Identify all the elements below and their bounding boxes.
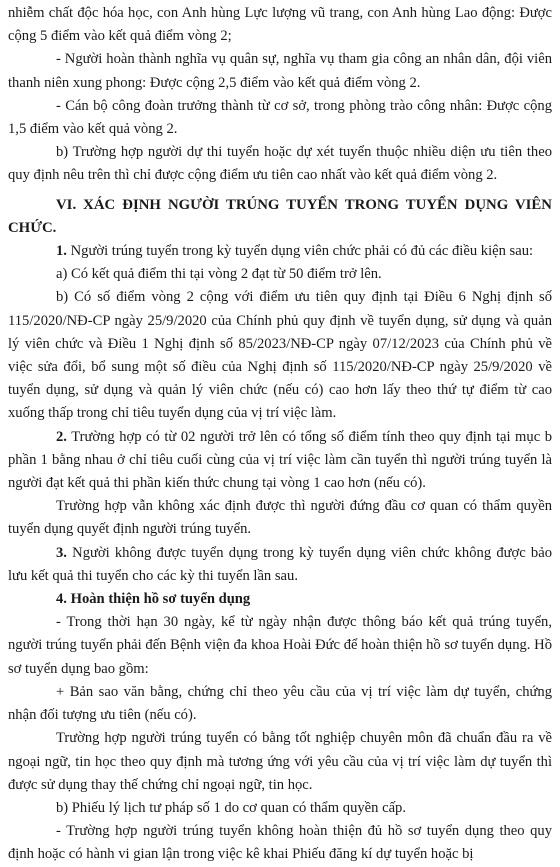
item-2 [8, 426, 552, 496]
paragraph-priority-5-points: nhiễm chất độc hóa học, con Anh hùng Lực lượng vũ trang, con Anh hùng Lao động: Được cộng 5 điểm vào kết quả điểm vòng 2; [8, 5, 552, 45]
item-2-number: 2. [56, 428, 67, 445]
item-2-extra: Trường hợp vẫn không xác định được thì người đứng đầu cơ quan có thẩm quyền tuyển dụng quyết định người trúng tuyển. [8, 498, 552, 538]
item-4-p2: + Bản sao văn bằng, chứng chỉ theo yêu cầu của vị trí việc làm dự tuyển, chứng nhận đối tượng ưu tiên (nếu có). [8, 683, 552, 724]
item-3-number: 3. [56, 544, 67, 561]
item-4-p4: b) Phiếu lý lịch tư pháp số 1 do cơ quan có thẩm quyền cấp. [56, 799, 406, 816]
item-4-text: Hoàn thiện hồ sơ tuyển dụng [70, 591, 251, 608]
item-3 [8, 542, 552, 588]
item-1 [8, 240, 552, 263]
paragraph-union-cadre: - Cán bộ công đoàn trưởng thành từ cơ sở, trong phòng trào công nhân: Được cộng 1,5 điểm vào kết quả vòng 2. [8, 97, 552, 138]
item-3-text: Người không được tuyển dụng trong kỳ tuyển dụng viên chức không được bảo lưu kết quả thi tuyển cho các kỳ thi tuyển lần sau. [8, 544, 552, 584]
paragraph-military-service: - Người hoàn thành nghĩa vụ quân sự, nghĩa vụ tham gia công an nhân dân, đội viên thanh niên xung phong: Được cộng 2,5 điểm vào kết quả điểm vòng 2. [8, 51, 552, 91]
item-1-number: 1. [56, 243, 67, 260]
item-4-number: 4. [56, 591, 67, 608]
item-1-text: Người trúng tuyển trong kỳ tuyển dụng viên chức phải có đủ các điều kiện sau: [70, 243, 534, 260]
section-heading: VI. XÁC ĐỊNH NGƯỜI TRÚNG TUYỂN TRONG TUYỂN DỤNG VIÊN CHỨC. [8, 196, 552, 236]
item-4 [8, 588, 552, 611]
item-2-text: Trường hợp có từ 02 người trở lên có tổng số điểm tính theo quy định tại mục b phần 1 bằng nhau ở chỉ tiêu cuối cùng của vị trí việc làm cần tuyển thì người trúng tuyển là người đạt kết quả thi phần kiến thức chung tại vòng 1 cao hơn (nếu có). [8, 428, 552, 492]
paragraph-highest-priority: b) Trường hợp người dự thi tuyển hoặc dự xét tuyển thuộc nhiều diện ưu tiên theo quy định nêu trên thì chỉ được cộng điểm ưu tiên cao nhất vào kết quả điểm vòng 2. [8, 144, 552, 184]
item-4-p5: - Trường hợp người trúng tuyển không hoàn thiện đủ hồ sơ tuyển dụng theo quy định hoặc có hành vi gian lận trong việc kê khai Phiếu đăng kí dự tuyển hoặc bị [8, 823, 552, 863]
item-4-p1: - Trong thời hạn 30 ngày, kể từ ngày nhận được thông báo kết quả trúng tuyển, người trúng tuyển phải đến Bệnh viện đa khoa Hoài Đức để hoàn thiện hồ sơ tuyển dụng. Hồ sơ tuyển dụng bao gồm: [8, 614, 552, 677]
item-4-p3: Trường hợp người trúng tuyển có bằng tốt nghiệp chuyên môn đã chuẩn đầu ra về ngoại ngữ, tin học theo quy định mà tương ứng với yêu cầu của vị trí việc làm dự tuyển thì được sử dụng thay thế chứng chỉ ngoại ngữ, tin học. [8, 730, 552, 793]
item-1-a: a) Có kết quả điểm thi tại vòng 2 đạt từ 50 điểm trở lên. [56, 266, 382, 283]
item-1-b: b) Có số điểm vòng 2 cộng với điểm ưu tiên quy định tại Điều 6 Nghị định số 115/2020/NĐ-CP ngày 25/9/2020 của Chính phủ quy định về tuyển dụng, sử dụng và quản lý viên chức và Điều 1 Nghị định số 85/2023/NĐ-CP ngày 07/12/2023 của Chính phủ về việc sửa đổi, bổ sung một số điều của Nghị định số 115/2020/NĐ-CP ngày 25/9/2020 về tuyển dụng, sử dụng và quản lý viên chức (nếu có) cao hơn lấy theo thứ tự điểm từ cao xuống thấp trong chỉ tiêu tuyển dụng của vị trí việc làm. [8, 289, 552, 422]
